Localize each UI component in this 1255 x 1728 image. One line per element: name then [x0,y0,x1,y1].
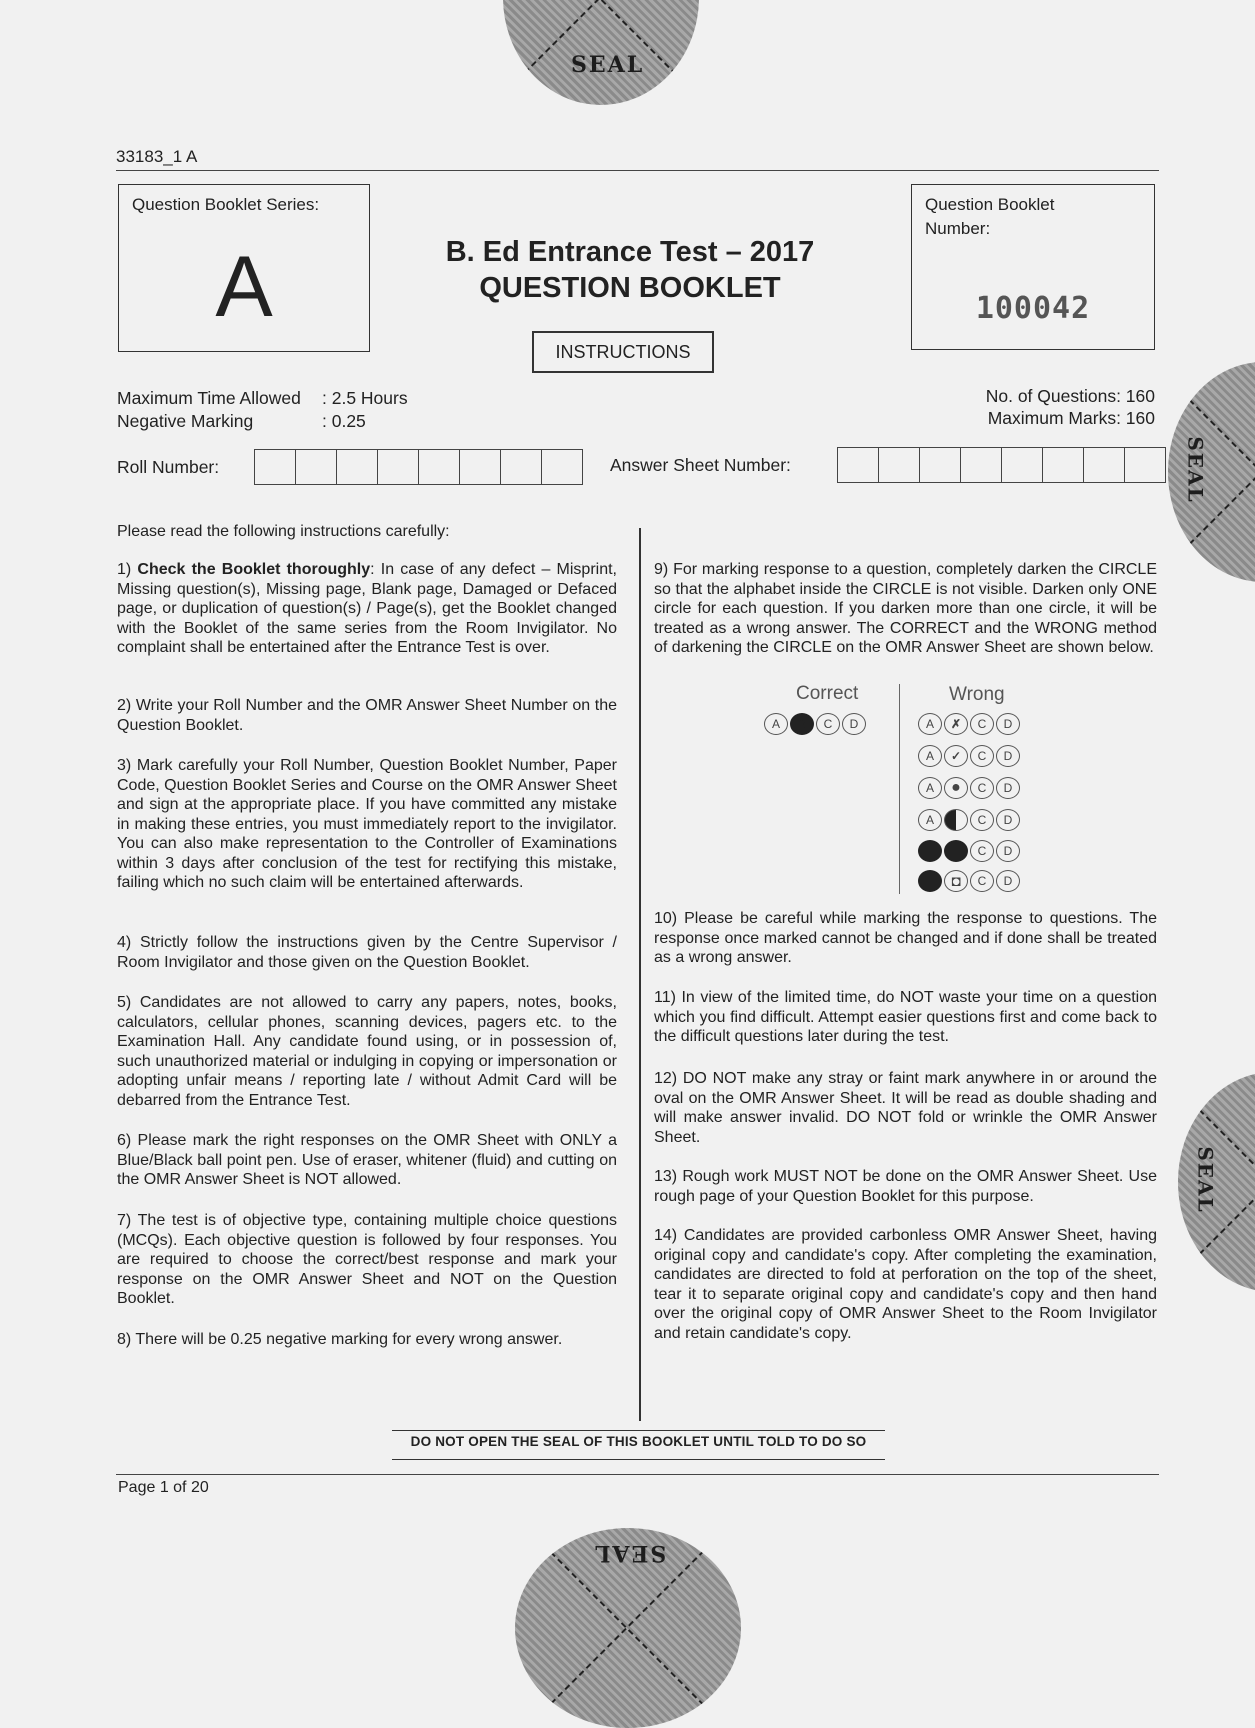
time-label: Maximum Time Allowed [117,388,301,408]
instructions-intro: Please read the following instructions carefully: [117,523,450,540]
omr-wrong-example-5: C D [918,840,1020,862]
instruction-10: 10) Please be careful while marking the response to questions. The response once marked cannot be changed and if done shall be treated as a wrong answer. [654,910,1157,966]
footer-warning-rule-top [392,1430,885,1431]
booklet-number-label: Question Booklet Number: [925,195,1055,238]
question-count: No. of Questions: 160 [985,386,1155,406]
omr-wrong-example-3: A ● C D [918,777,1020,799]
instruction-5: 5) Candidates are not allowed to carry any papers, notes, books, calculators, cellular phones, scanning devices, pagers etc. to the Examination Hall. Any candidate found using, or in possession of, such unauthorized material or indulging in copying or impersonation or adopting unfair means / reporting late / without Admit Card will be debarred from the Entrance Test. [117,994,617,1109]
instruction-9: 9) For marking response to a question, completely darken the CIRCLE so that the alphabet inside the CIRCLE is not visible. Darken only ONE circle for each question. If you darken more than one circle, it will be treated as a wrong answer. The CORRECT and the WRONG method of darkening the CIRCLE on the OMR Answer Sheet are shown below. [654,561,1157,656]
omr-correct-label: Correct [796,683,859,704]
seal-top-label: SEAL [571,52,645,78]
seal-bottom [515,1528,741,1728]
omr-wrong-example-6: ◘ C D [918,870,1020,892]
roll-number-field[interactable] [254,449,583,485]
omr-divider [899,684,900,894]
instruction-12: 12) DO NOT make any stray or faint mark anywhere in or around the oval on the OMR Answer Sheet. It will be read as double shading and will make answer invalid. DO NOT fold or wrinkle the OMR Answer Sheet. [654,1070,1157,1146]
maximum-marks: Maximum Marks: 160 [987,408,1155,428]
booklet-code: 33183_1 A [116,147,198,166]
instruction-2: 2) Write your Roll Number and the OMR Answer Sheet Number on the Question Booklet. [117,697,617,734]
instruction-11: 11) In view of the limited time, do NOT waste your time on a question which you find difficult. Attempt easier questions first and come back to the difficult questions later during the test. [654,989,1157,1045]
footer-warning-rule-bottom [392,1459,885,1460]
instruction-1: 1) Check the Booklet thoroughly: In case of any defect – Misprint, Missing question(s), Missing page, Blank page, Damaged or Defaced page, or duplication of question(s) / Page(s), get the Booklet changed with the Booklet of the same series from the Room Invigilator. No complaint shall be entertained after the Entrance Test is over. [117,561,617,656]
page-title: B. Ed Entrance Test – 2017 [445,236,815,268]
instruction-8: 8) There will be 0.25 negative marking for every wrong answer. [117,1331,563,1348]
negative-marking-label: Negative Marking [117,411,254,431]
omr-wrong-example-2: A ✓ C D [918,745,1020,767]
negative-marking-value: : 0.25 [322,411,366,431]
seal-right-top-label: SEAL [1183,436,1208,504]
instruction-14: 14) Candidates are provided carbonless OMR Answer Sheet, having original copy and candidate's copy. After completing the examination, candidates are directed to fold at perforation on the top of the sheet, tear it to separate original copy and candidate's copy and then hand over the original copy of OMR Answer Sheet to the Room Invigilator and retain candidate's copy. [654,1227,1157,1342]
footer-rule [116,1474,1159,1475]
instruction-13: 13) Rough work MUST NOT be done on the OMR Answer Sheet. Use rough page of your Question Booklet for this purpose. [654,1168,1157,1205]
time-value: : 2.5 Hours [322,388,408,408]
omr-wrong-example-4: A C D [918,809,1020,831]
omr-wrong-example-1: A ✗ C D [918,713,1020,735]
page-subtitle: QUESTION BOOKLET [479,272,781,304]
seal-top [503,0,699,105]
series-box [118,184,370,352]
seal-warning: DO NOT OPEN THE SEAL OF THIS BOOKLET UNTIL TOLD TO DO SO [410,1434,867,1449]
omr-correct-example: A B C D [764,713,866,735]
booklet-number-value: 100042 [975,291,1091,326]
seal-right-top [1168,362,1255,582]
answer-sheet-field[interactable] [837,447,1166,483]
omr-wrong-label: Wrong [949,684,1005,705]
instructions-badge-label: INSTRUCTIONS [555,342,691,362]
seal-right-bottom [1178,1072,1255,1292]
answer-sheet-label: Answer Sheet Number: [610,455,791,475]
instruction-3: 3) Mark carefully your Roll Number, Question Booklet Number, Paper Code, Question Booklet Series and Course on the OMR Answer Sheet and sign at the appropriate place. If you have committed any mistake in making these entries, you must immediately report to the invigilator. You can also make representation to the Controller of Examinations within 3 days after conclusion of the test for rectifying this mistake, failing which no such claim will be entertained afterwards. [117,757,617,891]
column-divider [639,528,641,1421]
series-value: A [215,239,273,335]
seal-right-bottom-label: SEAL [1193,1146,1218,1214]
instructions-badge [532,331,714,373]
header-rule [116,170,1159,171]
booklet-number-box [911,184,1155,350]
instruction-4: 4) Strictly follow the instructions given by the Centre Supervisor / Room Invigilator and those given on the Question Booklet. [117,934,617,971]
instruction-6: 6) Please mark the right responses on the OMR Sheet with ONLY a Blue/Black ball point pen. Use of eraser, whitener (fluid) and cutting on the OMR Answer Sheet is NOT allowed. [117,1132,617,1188]
seal-bottom-label: SEAL [593,1540,667,1566]
instruction-7: 7) The test is of objective type, containing multiple choice questions (MCQs). Each objective question is followed by four responses. You are required to choose the correct/best response and mark your response on the OMR Answer Sheet and NOT on the Question Booklet. [117,1212,617,1307]
roll-number-label: Roll Number: [117,457,220,477]
page-number: Page 1 of 20 [118,1479,209,1496]
series-label: Question Booklet Series: [132,195,320,214]
